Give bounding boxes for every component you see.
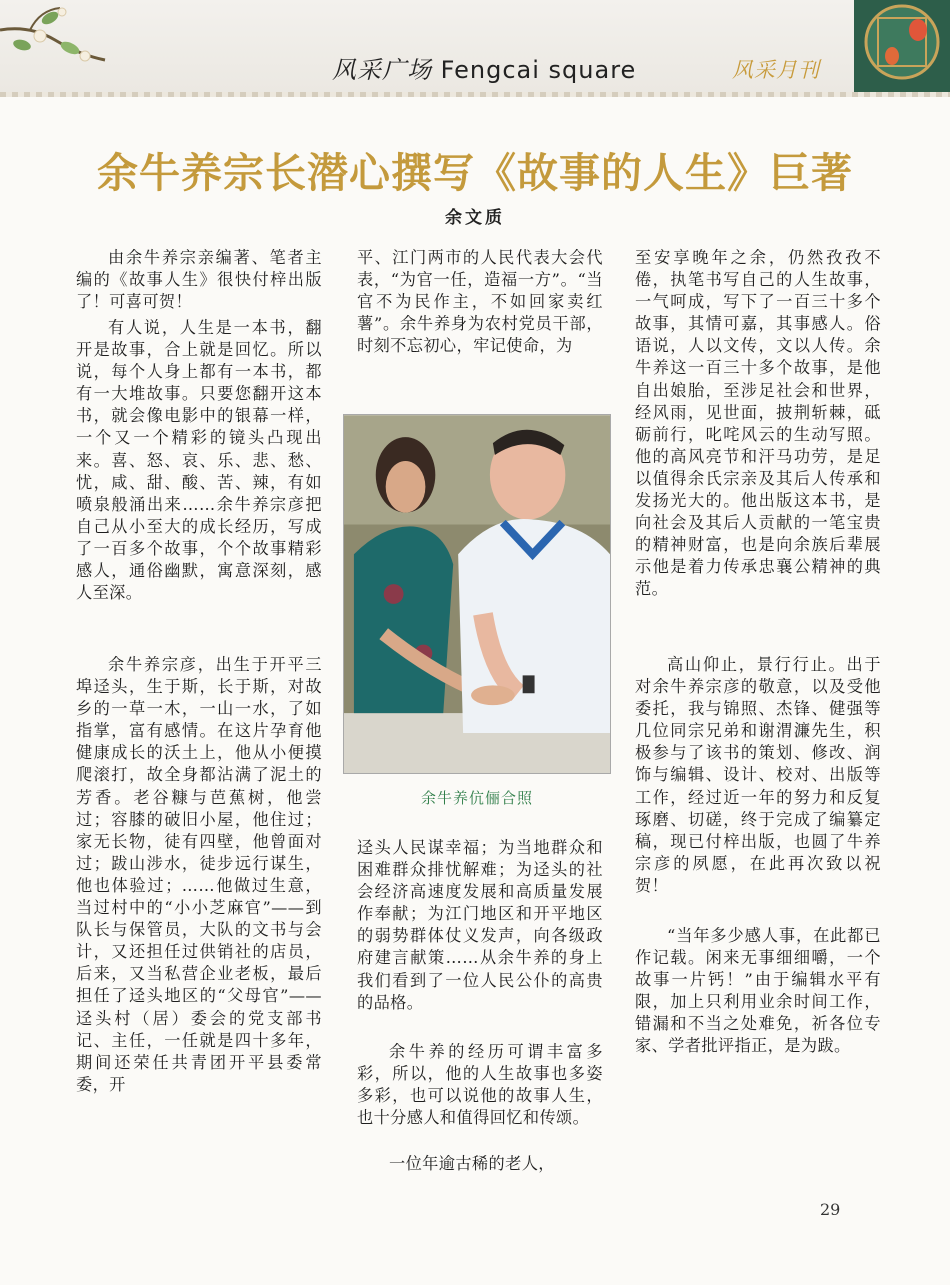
page-header	[0, 0, 950, 93]
section-title-en: Fengcai square	[440, 56, 637, 84]
paragraph-6: 余牛养的经历可谓丰富多彩，所以，他的人生故事也多姿多彩，也可以说他的故事人生，也十分感人和值得回忆和传颂。	[357, 1042, 603, 1128]
paragraph-1: 由余牛养宗亲编著、笔者主编的《故事人生》很快付梓出版了！可喜可贺！	[76, 248, 322, 312]
photo-caption: 余牛养伉俪合照	[420, 789, 533, 807]
paragraph-10: “当年多少感人事，在此都已作记载。闲来无事细细嚼，一个故事一片钙！”由于编辑水平有限，加上只利用业余时间工作，错漏和不当之处难免，祈各位专家、学者批评指正，是为跋。	[635, 926, 881, 1056]
page-number: 29	[820, 1200, 841, 1219]
paragraph-8: 至安享晚年之余，仍然孜孜不倦，执笔书写自己的人生故事，一气呵成，写下了一百三十多个故事，其情可嘉，其事感人。俗语说，人以文传，文以人传。余牛养这一百三十多个故事，是他自出娘胎，至涉足社会和世界，经风雨，见世面，披荆斩棘，砥砺前行，叱咤风云的生动写照。他的高风亮节和汗马功劳，是足以值得余氏宗亲及其后人传承和发扬光大的。他出版这本书，是向社会及其后人贡献的一笔宝贵的精神财富，也是向余族后辈展示他是着力传承忠襄公精神的典范。	[635, 248, 881, 599]
couple-photo	[343, 414, 611, 774]
section-title	[332, 50, 636, 85]
paragraph-9: 高山仰止，景行行止。出于对余牛养宗彦的敬意，以及受他委托，我与锦照、杰锋、健强等几位同宗兄弟和谢渭濂先生，积极参与了该书的策划、修改、润饰与编辑、设计、校对、出版等工作，经过近一年的努力和反复琢磨、切磋，终于完成了编纂定稿，现已付梓出版，也圆了牛养宗彦的夙愿，在此再次致以祝贺！	[635, 655, 881, 895]
plum-branch-icon	[0, 0, 110, 80]
article-author: 余文质	[445, 208, 505, 228]
magazine-name: 风采月刊	[732, 58, 820, 82]
paragraph-4: 平、江门两市的人民代表大会代表，“为官一任，造福一方”。“当官不为民作主，不如回家卖红薯”。余牛养身为农村党员干部，时刻不忘初心，牢记使命，为	[357, 248, 603, 356]
header-divider	[0, 92, 950, 97]
paragraph-3: 余牛养宗彦，出生于开平三埠迳头，生于斯，长于斯，对故乡的一草一木，一山一水，了如指掌，富有感情。在这片孕育他健康成长的沃土上，他从小便摸爬滚打，故全身都沾满了泥土的芳香。老谷糠与芭蕉树，他尝过；容膝的破旧小屋，他住过；家无长物，徒有四壁，他曾面对过；跋山涉水，徒步远行谋生，他也体验过；……他做过生意，当过村中的“小小芝麻官”——到队长与保管员，大队的文书与会计，又还担任过供销社的店员，后来，又当私营企业老板，最后担任了迳头地区的“父母官”——迳头村（居）委会的党支部书记、主任，一任就是四十多年，期间还荣任共青团开平县委常委，开	[76, 655, 322, 1094]
section-title-cn: 风采广场	[332, 56, 432, 84]
paragraph-5: 迳头人民谋幸福；为当地群众和困难群众排忧解难；为迳头的社会经济高速度发展和高质量发展作奉献；为江门地区和开平地区的弱势群体仗义发声，向各级政府建言献策……从余牛养的身上我们看到了一位人民公仆的高贵的品格。	[357, 838, 603, 1012]
window-lantern-icon	[848, 0, 950, 92]
paragraph-7: 一位年逾古稀的老人，	[389, 1154, 555, 1173]
paragraph-2: 有人说，人生是一本书，翻开是故事，合上就是回忆。所以说，每个人身上都有一本书，都有一大堆故事。只要您翻开这本书，就会像电影中的银幕一样，一个又一个精彩的镜头凸现出来。喜、怒、哀、乐、悲、愁、忧，咸、甜、酸、苦、辣，有如喷泉般涌出来……余牛养宗彦把自己从小至大的成长经历，写成了一百多个故事，个个故事精彩感人，通俗幽默，寓意深刻，感人至深。	[76, 318, 322, 603]
article-title: 余牛养宗长潜心撰写《故事的人生》巨著	[97, 149, 853, 197]
